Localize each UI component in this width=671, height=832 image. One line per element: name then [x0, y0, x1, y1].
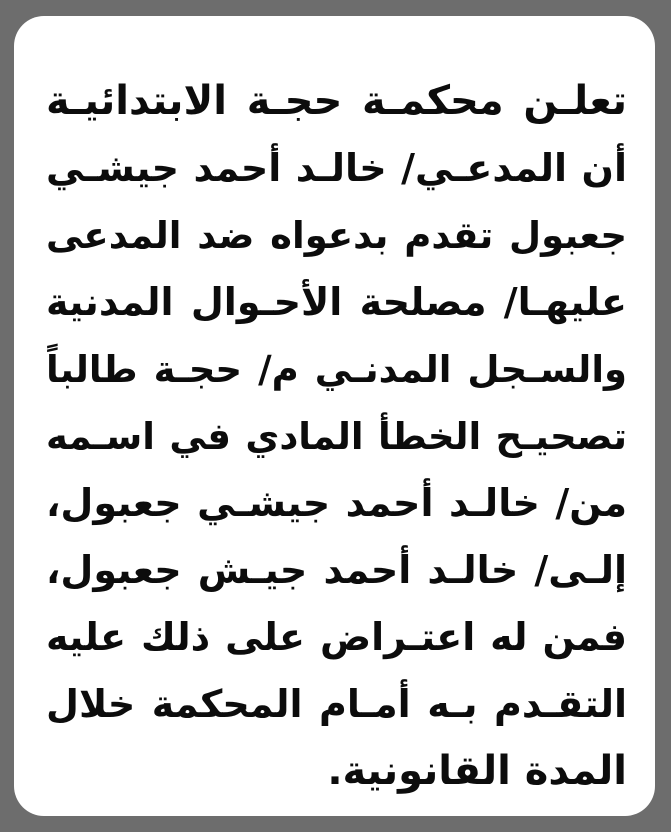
notice-line-11: المدة القانونية.: [327, 748, 627, 794]
notice-line-10: التقـدم بـه أمـام المحكمة خلال: [46, 682, 627, 726]
notice-line-2: أن المدعـي/ خالـد أحمد جيشـي: [46, 146, 627, 190]
notice-line-7: من/ خالـد أحمد جيشـي جعبول،: [46, 481, 627, 525]
notice-text: [46, 68, 627, 805]
notice-line-1: تعلـن محكمـة حجـة الابتدائيـة: [46, 78, 627, 124]
notice-line-4: عليهـا/ مصلحة الأحـوال المدنية: [46, 280, 627, 324]
legal-notice-card: [14, 16, 655, 816]
notice-line-8: إلـى/ خالـد أحمد جيـش جعبول،: [46, 548, 627, 592]
notice-line-6: تصحيـح الخطأ المادي في اسـمه: [46, 415, 627, 458]
notice-line-5: والسـجل المدنـي م/ حجـة طالباً: [46, 348, 627, 391]
notice-line-3: جعبول تقدم بدعواه ضد المدعى: [46, 214, 627, 257]
notice-line-9: فمن له اعتـراض على ذلك عليه: [46, 615, 627, 659]
